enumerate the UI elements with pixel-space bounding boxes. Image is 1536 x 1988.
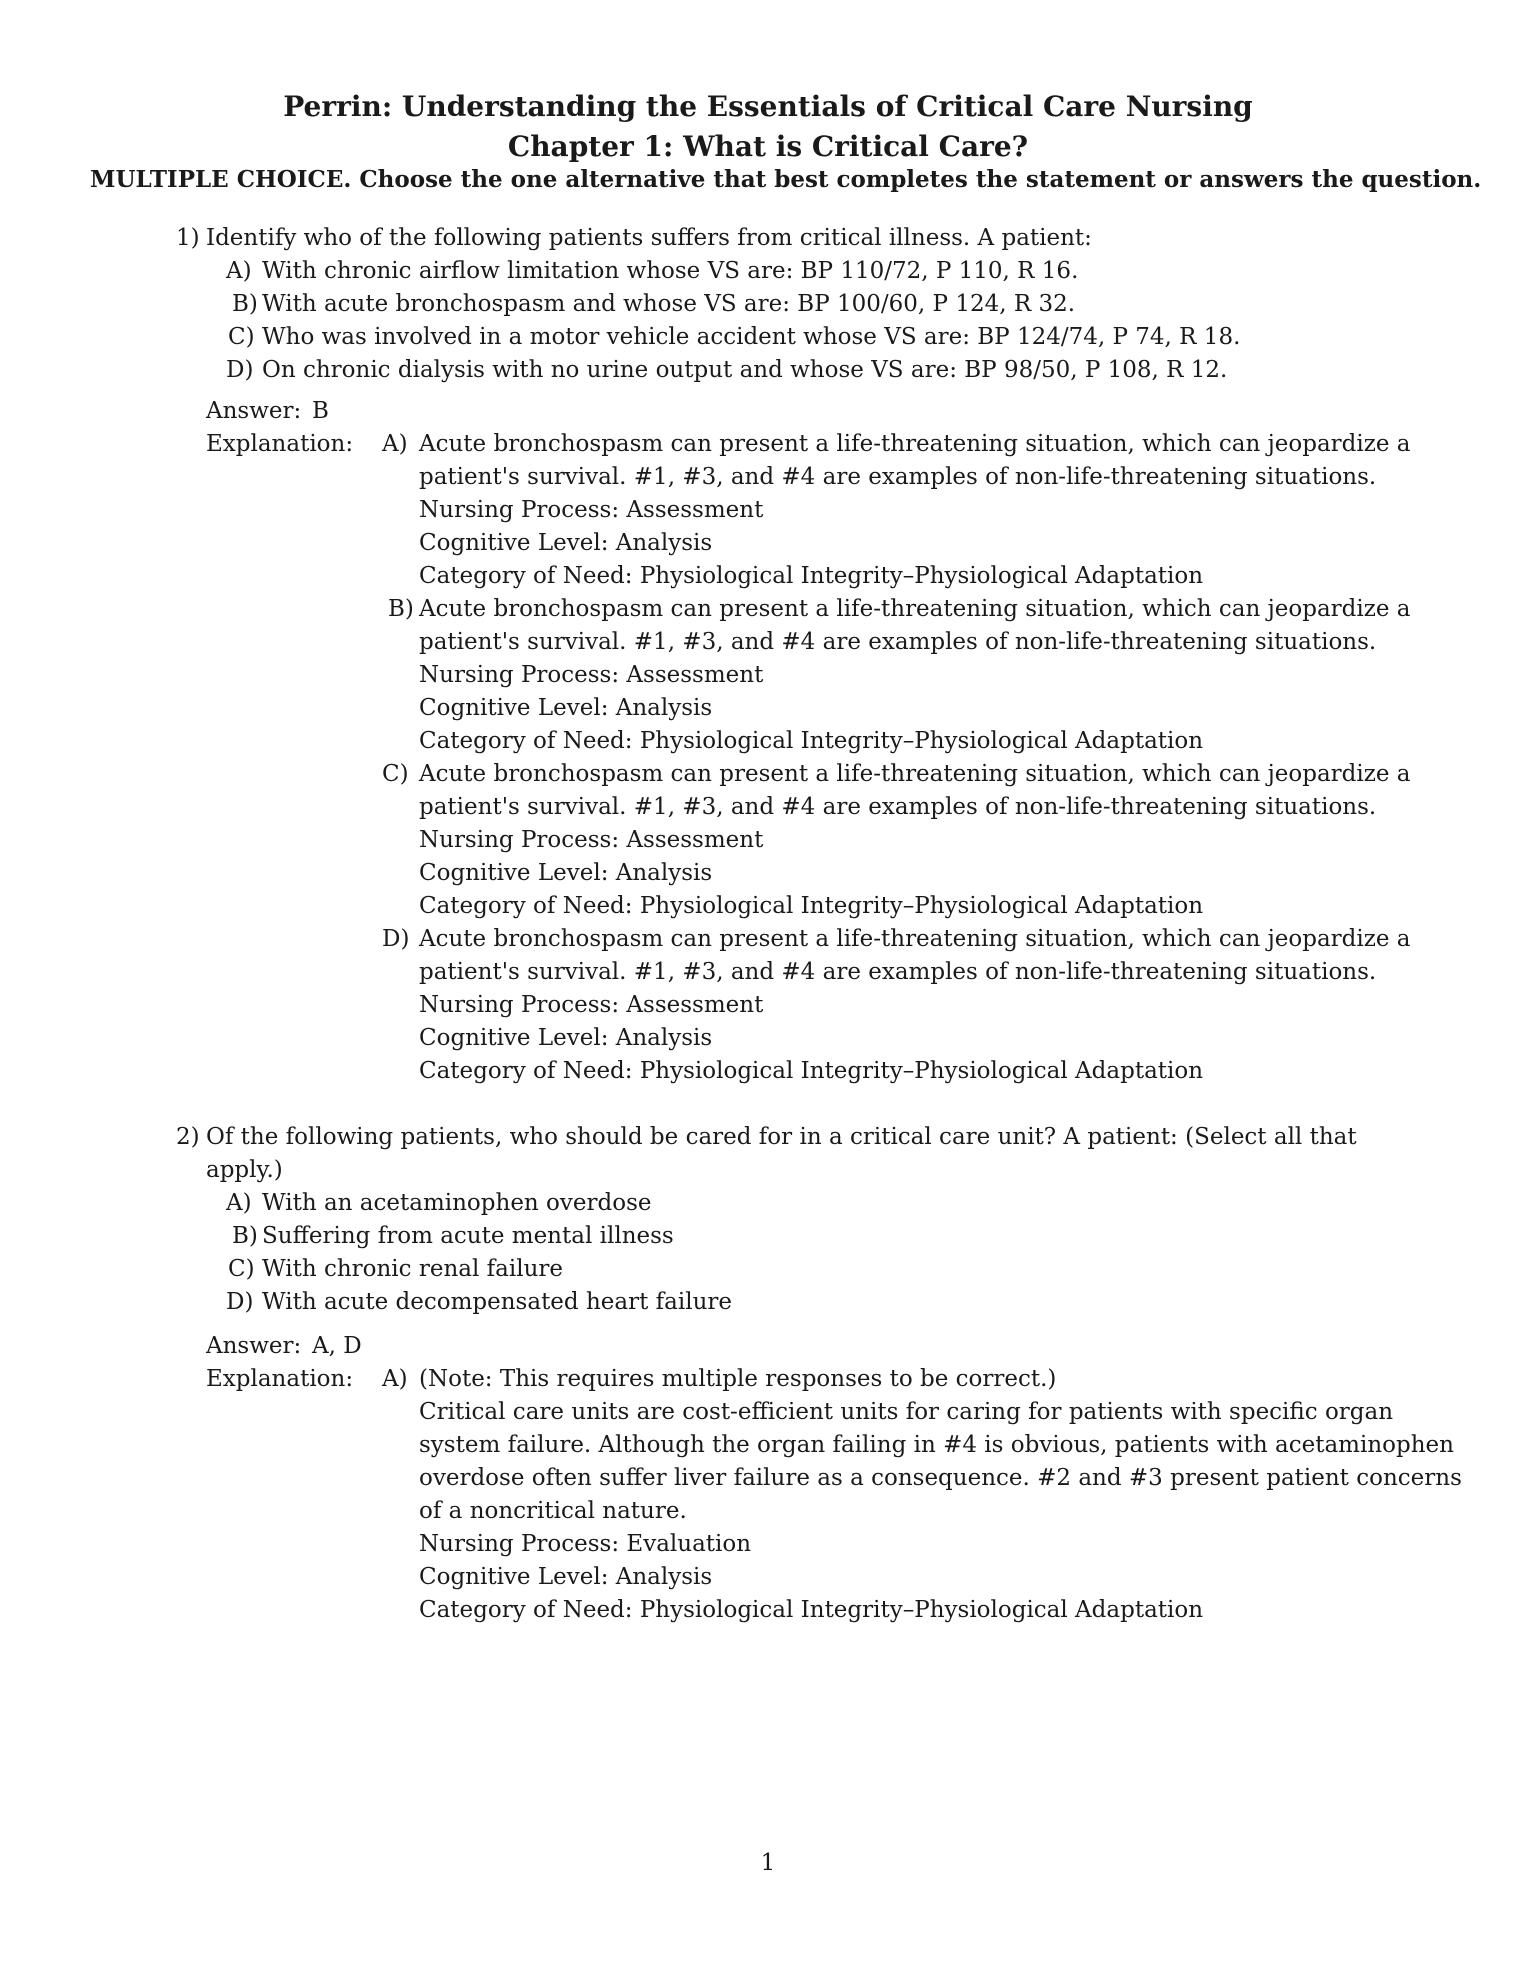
explanation-line: patient's survival. #1, #3, and #4 are examples of non-life-threatening situations. — [419, 794, 1377, 820]
explanation-line: Acute bronchospasm can present a life-threatening situation, which can jeopardize a — [419, 431, 1411, 457]
option-text: With acute bronchospasm and whose VS are: BP 100/60, P 124, R 32. — [262, 291, 1076, 317]
explanation-line: Nursing Process: Assessment — [419, 992, 764, 1018]
explanation-line: overdose often suffer liver failure as a consequence. #2 and #3 present patient concerns — [419, 1465, 1462, 1491]
option-text: With an acetaminophen overdose — [262, 1190, 652, 1216]
explanation-line: Cognitive Level: Analysis — [419, 1025, 713, 1051]
option-letter: B) — [232, 291, 258, 317]
explanation-line: Category of Need: Physiological Integrity–Physiological Adaptation — [419, 563, 1204, 589]
instructions: MULTIPLE CHOICE. Choose the one alternative that best completes the statement or answers the question. — [90, 166, 1482, 193]
option-text: With chronic renal failure — [262, 1256, 564, 1282]
explanation-line: Acute bronchospasm can present a life-threatening situation, which can jeopardize a — [419, 596, 1411, 622]
explanation-line: Nursing Process: Assessment — [419, 827, 764, 853]
explanation-line: Cognitive Level: Analysis — [419, 1564, 713, 1590]
explanation-letter: C) — [382, 761, 409, 787]
page-number: 1 — [760, 1850, 776, 1876]
option-letter: C) — [228, 1256, 255, 1282]
answer-value: A, D — [312, 1333, 362, 1359]
explanation-line: Cognitive Level: Analysis — [419, 860, 713, 886]
explanation-line: Nursing Process: Assessment — [419, 662, 764, 688]
question-number: 1) — [176, 225, 200, 251]
explanation-line: patient's survival. #1, #3, and #4 are examples of non-life-threatening situations. — [419, 959, 1377, 985]
explanation-line: Acute bronchospasm can present a life-threatening situation, which can jeopardize a — [419, 761, 1411, 787]
option-text: With chronic airflow limitation whose VS are: BP 110/72, P 110, R 16. — [262, 258, 1079, 284]
answer-label: Answer: — [206, 1333, 302, 1359]
question-number: 2) — [176, 1124, 200, 1150]
explanation-line: patient's survival. #1, #3, and #4 are examples of non-life-threatening situations. — [419, 464, 1377, 490]
option-letter: A) — [226, 258, 252, 284]
explanation-letter: A) — [382, 1366, 408, 1392]
explanation-line: Nursing Process: Assessment — [419, 497, 764, 523]
question-stem: Identify who of the following patients suffers from critical illness. A patient: — [206, 225, 1092, 251]
option-text: Suffering from acute mental illness — [262, 1223, 674, 1249]
answer-value: B — [312, 398, 329, 424]
explanation-letter: B) — [388, 596, 414, 622]
option-text: With acute decompensated heart failure — [262, 1289, 732, 1315]
explanation-label: Explanation: — [206, 431, 354, 457]
explanation-line: Category of Need: Physiological Integrity–Physiological Adaptation — [419, 893, 1204, 919]
option-letter: C) — [228, 324, 255, 350]
explanation-line: Nursing Process: Evaluation — [419, 1531, 752, 1557]
option-letter: B) — [232, 1223, 258, 1249]
answer-label: Answer: — [206, 398, 302, 424]
explanation-line: Critical care units are cost-efficient units for caring for patients with specific organ — [419, 1399, 1394, 1425]
explanation-line: Category of Need: Physiological Integrity–Physiological Adaptation — [419, 1597, 1204, 1623]
explanation-line: patient's survival. #1, #3, and #4 are examples of non-life-threatening situations. — [419, 629, 1377, 655]
option-letter: D) — [226, 1289, 254, 1315]
explanation-line: Category of Need: Physiological Integrity–Physiological Adaptation — [419, 728, 1204, 754]
explanation-line: Cognitive Level: Analysis — [419, 695, 713, 721]
document-title: Perrin: Understanding the Essentials of Critical Care Nursing — [283, 90, 1253, 123]
question-stem: apply.) — [206, 1157, 283, 1183]
explanation-line: Acute bronchospasm can present a life-threatening situation, which can jeopardize a — [419, 926, 1411, 952]
option-text: Who was involved in a motor vehicle accident whose VS are: BP 124/74, P 74, R 18. — [262, 324, 1241, 350]
option-text: On chronic dialysis with no urine output and whose VS are: BP 98/50, P 108, R 12. — [262, 357, 1228, 383]
option-letter: D) — [226, 357, 254, 383]
explanation-line: (Note: This requires multiple responses to be correct.) — [419, 1366, 1057, 1392]
explanation-letter: A) — [382, 431, 408, 457]
explanation-line: system failure. Although the organ failing in #4 is obvious, patients with acetaminophen — [419, 1432, 1454, 1458]
explanation-line: of a noncritical nature. — [419, 1498, 687, 1524]
explanation-letter: D) — [382, 926, 410, 952]
explanation-line: Cognitive Level: Analysis — [419, 530, 713, 556]
explanation-line: Category of Need: Physiological Integrity–Physiological Adaptation — [419, 1058, 1204, 1084]
question-stem: Of the following patients, who should be cared for in a critical care unit? A patient: (Select all that — [206, 1124, 1357, 1150]
explanation-label: Explanation: — [206, 1366, 354, 1392]
chapter-title: Chapter 1: What is Critical Care? — [507, 130, 1029, 163]
option-letter: A) — [226, 1190, 252, 1216]
